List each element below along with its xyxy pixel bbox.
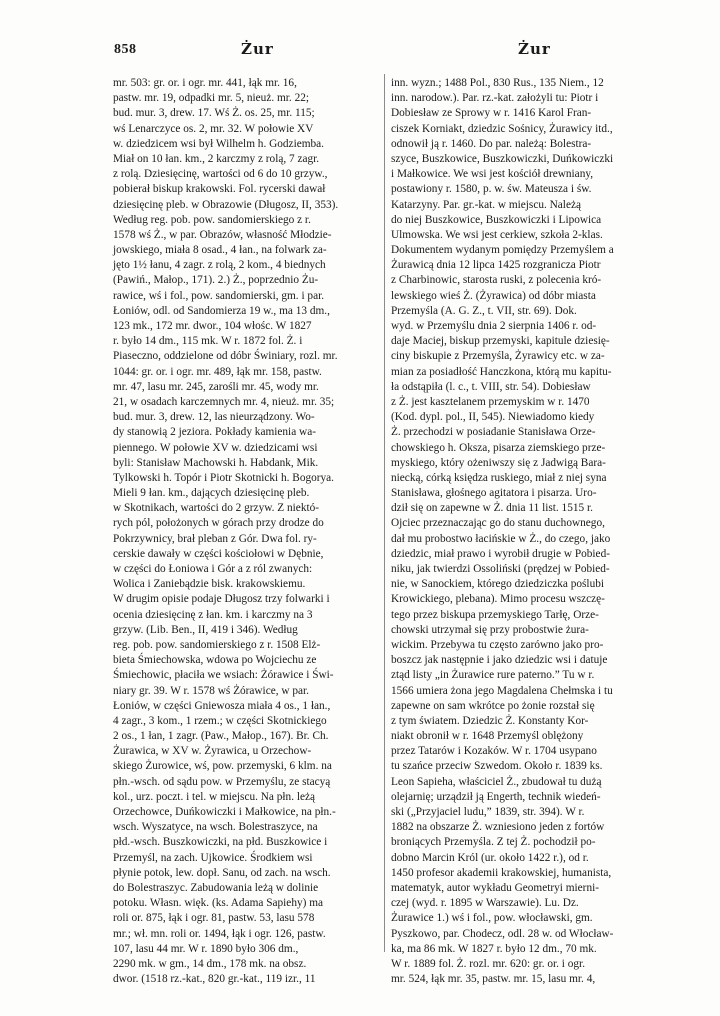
text-line: Mieli 9 łan. km., dających dziesięcinę pleb. bbox=[113, 487, 310, 500]
text-line: zapewne on sam wkrótce po żonie rozstał się bbox=[391, 699, 595, 712]
text-line: wickim. Przebywa tu często zarówno jako pro- bbox=[391, 638, 604, 651]
text-line: Leon Sapieha, właściciel Ż., zbudował tu dużą bbox=[391, 775, 602, 788]
text-line: wsch. Wyszatyce, na wsch. Bolestraszyce, na bbox=[113, 821, 318, 834]
text-line: tu szańce przeciw Szwedom. Około r. 1839 ks. bbox=[391, 760, 603, 773]
text-line: rawice, wś i fol., pow. sandomierski, gm. i par. bbox=[113, 289, 325, 302]
text-line: 21, w osadach karczemnych mr. 4, nieuż. mr. 35; bbox=[113, 395, 335, 408]
text-line: Piaseczno, oddzielone od dóbr Świniary, rozl. mr. bbox=[113, 350, 338, 363]
text-line: Żurawice 1.) wś i fol., pow. włocławski, gm. bbox=[391, 912, 593, 925]
text-line: w Skotnikach, wartości do 2 grzyw. Z niektó- bbox=[113, 502, 320, 515]
text-line: 1578 wś Ż., w par. Obrazów, własność Młodzie- bbox=[113, 228, 332, 241]
text-line: byli: Stanisław Machowski h. Habdank, Mik. bbox=[113, 456, 319, 469]
text-line: mr. 503: gr. or. i ogr. mr. 441, łąk mr. 16, bbox=[113, 77, 297, 89]
text-line: 4 zagr., 3 kom., 1 rzem.; w części Skotnickiego bbox=[113, 714, 327, 727]
text-line: mr. 524, łąk mr. 35, pastw. mr. 15, lasu mr. 4, bbox=[391, 973, 596, 986]
text-line: niku, jak twierdzi Ossoliński (prędzej w Pobied- bbox=[391, 563, 610, 575]
text-line: Łoniów, w części Gniewosza miała 4 os., 1 łan., bbox=[113, 699, 331, 712]
text-line: 1882 na obszarze Ż. wzniesiono jeden z fortów bbox=[391, 821, 605, 834]
text-line: dy stanowią 2 jeziora. Pokłady kamienia wa- bbox=[113, 426, 316, 439]
text-line: mr. 47, lasu mr. 245, zarośli mr. 45, wody mr. bbox=[113, 380, 319, 393]
page-number: 858 bbox=[114, 42, 137, 57]
text-line: ztąd listy „in Żurawice rure paterno.” Tu w r. bbox=[391, 669, 595, 682]
text-line: Tylkowski h. Topór i Piotr Skotnicki h. Bogorya. bbox=[113, 471, 335, 484]
text-line: Łoniów, odl. od Sandomierza 19 w., ma 13 dm., bbox=[113, 304, 330, 317]
text-line: cerskie dawały w części kościołowi w Dębnie, bbox=[113, 547, 324, 560]
text-line: Miał on 10 łan. km., 2 karczmy z rolą, 7 zagr. bbox=[113, 152, 320, 165]
text-line: r. było 14 dm., 115 mk. W r. 1872 fol. Ż. i bbox=[113, 335, 303, 348]
text-line: 107, lasu 44 mr. W r. 1890 było 306 dm., bbox=[113, 942, 299, 955]
text-line: Żurawica, w XV w. Żyrawica, u Orzechow- bbox=[113, 745, 312, 758]
text-line: i Małkowice. We wsi jest kościół drewniany, bbox=[391, 168, 594, 181]
text-line: do niej Buszkowice, Buszkowiczki i Lipowica bbox=[391, 213, 602, 226]
text-line: reg. pob. pow. sandomierskiego z r. 1508 Elż- bbox=[113, 638, 321, 651]
text-line: z tym światem. Dziedzic Ż. Konstanty Kor- bbox=[391, 714, 589, 727]
text-line: Pokrzywnicy, brał pleban z Gór. Dwa fol. ry- bbox=[113, 532, 317, 545]
text-line: potoku. Własn. więk. (ks. Adama Sapiehy) ma bbox=[113, 897, 324, 910]
text-line: grzyw. (Lib. Ben., II, 419 i 346). Według bbox=[113, 623, 298, 636]
text-line: Żurawicą dnia 12 lipca 1425 rozgranicza Piotr bbox=[391, 259, 601, 272]
text-line: 2 os., 1 łan, 1 zagr. (Paw., Małop., 167). Br. Ch. bbox=[113, 730, 329, 743]
text-line: bud. mur. 3, drew. 17. Wś Ż. os. 25, mr. 115; bbox=[113, 107, 315, 120]
text-line: nie, w Sanockiem, którego dziedziczka poślubi bbox=[391, 578, 605, 591]
text-line: ciny biskupie z Przemyśla, Żyrawicy etc. w za- bbox=[391, 350, 605, 363]
text-line: Krowickiego, plebana). Mimo procesu wszczę- bbox=[391, 593, 605, 606]
running-head-right: Żur bbox=[518, 40, 551, 58]
text-line: z Ż. jest kasztelanem przemyskim w r. 1470 bbox=[391, 395, 590, 408]
text-line: Ojciec przeznaczając go do stanu duchownego, bbox=[391, 517, 605, 530]
text-line: piennego. W połowie XV w. dziedzicami wsi bbox=[113, 441, 318, 454]
text-line: broniących Przemyśla. Z tej Ż. pochodził po- bbox=[391, 836, 596, 849]
text-line: Ż. przechodzi w posiadanie Stanisława Orze- bbox=[391, 426, 596, 439]
text-line: dobno Marcin Król (ur. około 1422 r.), od r. bbox=[391, 851, 589, 864]
text-line: Dobiesław ze Sprowy w r. 1416 Karol Fran- bbox=[391, 107, 592, 120]
text-line: pastw. mr. 19, odpadki mr. 5, nieuż. mr. 22; bbox=[113, 92, 310, 105]
text-line: ła odstąpiła (l. c., t. VIII, str. 54). Dobiesław bbox=[391, 380, 591, 393]
text-line: rych pól, położonych w górach przy drodze do bbox=[113, 517, 324, 530]
text-line: przez Tatarów i Kozaków. W r. 1704 usypano bbox=[391, 745, 597, 758]
text-line: dwor. (1518 rz.-kat., 820 gr.-kat., 119 izr., 11 bbox=[113, 973, 316, 986]
text-line: pobierał biskup krakowski. Fol. rycerski dawał bbox=[113, 183, 326, 196]
text-line: Przemyśla (A. G. Z., t. VII, str. 69). Dok. bbox=[391, 304, 577, 317]
column-divider bbox=[384, 74, 385, 952]
text-line: (Pawiń., Małop., 171). 2.) Ż., poprzednio Żu- bbox=[113, 274, 319, 287]
text-line: dził się on zapewne w Ż. dnia 11 list. 1515 r. bbox=[391, 502, 593, 515]
text-line: myskiego, który ożeniwszy się z Jadwigą Bara- bbox=[391, 456, 606, 469]
text-line: z rolą. Dziesięcinę, wartości od 6 do 10 grzyw., bbox=[113, 168, 328, 181]
text-line: skiego Żurowice, wś, pow. przemyski, 6 klm. na bbox=[113, 760, 332, 773]
text-line: Orzechowce, Duńkowiczki i Małkowice, na płn.- bbox=[113, 806, 336, 818]
text-line: niakt obronił w r. 1648 Przemyśl oblężony bbox=[391, 730, 584, 743]
text-line: inn. wyzn.; 1488 Pol., 830 Rus., 135 Niem., 12 bbox=[391, 77, 604, 89]
text-line: chowskiego h. Oksza, pisarza ziemskiego prze- bbox=[391, 441, 606, 454]
text-line: mian za posiadłość Hanczkona, którą mu kapitu- bbox=[391, 365, 612, 378]
text-line: Pyszkowo, par. Chodecz, odl. 28 w. od Włocław- bbox=[391, 927, 614, 940]
text-line: jęto 1½ łanu, 4 zagr. z rolą, 2 kom., 4 biednych bbox=[113, 259, 326, 272]
text-line: czej (wyd. r. 1895 w Warszawie). Lu. Dz. bbox=[391, 897, 579, 910]
text-line: odnowił ją r. 1460. Do par. należą: Bolestra- bbox=[391, 137, 592, 150]
text-line: tego przez biskupa przemyskiego Tarłę, Orze- bbox=[391, 608, 599, 621]
text-line: dziedzic, miał prawo i wyrobił drugie w Pobied- bbox=[391, 547, 610, 560]
text-line: płd.-wsch. Buszkowiczki, na płd. Buszkowice i bbox=[113, 836, 328, 849]
text-line: inn. narodow.). Par. rz.-kat. założyli tu: Piotr i bbox=[391, 92, 599, 105]
text-line: Wolica i Zaniebądzie bisk. krakowskiemu. bbox=[113, 578, 306, 591]
text-line: W r. 1889 fol. Ż. rozl. mr. 620: gr. or. i ogr. bbox=[391, 957, 586, 970]
text-line: płn.-wsch. od sądu pow. w Przemyślu, ze stacyą bbox=[113, 775, 331, 788]
text-line: ocenia dziesięcinę z łan. km. i karczmy na 3 bbox=[113, 608, 313, 621]
text-line: 1044: gr. or. i ogr. mr. 489, łąk mr. 158, pastw. bbox=[113, 365, 322, 378]
text-line: (Kod. dypl. pol., II, 545). Niewiadomo kiedy bbox=[391, 411, 595, 424]
text-line: Ulmowska. We wsi jest cerkiew, szkoła 2-klas. bbox=[391, 228, 603, 241]
text-line: w części do Łoniowa i Gór a z ról zwanych: bbox=[113, 563, 313, 575]
text-line: 2290 mk. w gm., 14 dm., 178 mk. na obsz. bbox=[113, 957, 307, 970]
text-line: lewskiego wieś Ż. (Żyrawica) od dóbr miasta bbox=[391, 289, 596, 302]
text-line: Śmiechowic, płaciła we wsiach: Żórawice i Świ- bbox=[113, 669, 334, 682]
text-line: wś Lenarczyce os. 2, mr. 32. W połowie XV bbox=[113, 122, 314, 135]
text-line: płynie potok, lew. dopł. Sanu, od zach. na wsch. bbox=[113, 866, 331, 879]
text-line: Katarzyny. Par. gr.-kat. w miejscu. Należą bbox=[391, 198, 581, 211]
text-line: mr.; wł. mn. roli or. 1494, łąk i ogr. 126, pastw. bbox=[113, 927, 326, 940]
text-line: roli or. 875, łąk i ogr. 81, pastw. 53, lasu 578 bbox=[113, 912, 315, 925]
text-line: niecką, córką księdza ruskiego, miał z niej syna bbox=[391, 471, 607, 484]
text-line: w. dziedzicem wsi był Wilhelm h. Godziemba. bbox=[113, 137, 324, 150]
right-column bbox=[391, 76, 661, 986]
text-line: kol., urz. poczt. i tel. w miejscu. Na płn. leżą bbox=[113, 790, 316, 803]
text-line: 1450 profesor akademii krakowskiej, humanista, bbox=[391, 866, 612, 879]
text-line: bud. mur. 3, drew. 12, las nieurządzony. Wo- bbox=[113, 411, 315, 424]
text-line: szyce, Buszkowice, Buszkowiczki, Duńkowiczki bbox=[391, 152, 614, 165]
text-line: chowski utrzymał się przy probostwie żura- bbox=[391, 623, 589, 636]
text-line: bieta Śmiechowska, wdowa po Wojciechu ze bbox=[113, 654, 317, 667]
text-line: 1566 umiera żona jego Magdalena Chełmska i tu bbox=[391, 684, 613, 697]
text-line: boszcz jak następnie i jako dziedzic wsi i datuje bbox=[391, 654, 608, 667]
running-head-left: Żur bbox=[241, 40, 274, 58]
text-line: ciszek Korniakt, dziedzic Sośnicy, Żurawicy itd., bbox=[391, 122, 613, 135]
text-line: matematyk, autor wykładu Geometryi mierni- bbox=[391, 881, 599, 894]
text-line: z Charbinowic, starosta ruski, z polecenia kró- bbox=[391, 274, 602, 287]
left-column bbox=[113, 76, 383, 986]
text-line: dał mu probostwo łacińskie w Ż., do czego, jako bbox=[391, 532, 611, 545]
text-line: ski („Przyjaciel ludu,” 1839, str. 394). W r. bbox=[391, 806, 585, 818]
text-line: niary gr. 39. W r. 1578 wś Żórawice, w par. bbox=[113, 684, 309, 697]
text-line: wyd. w Przemyślu dnia 2 sierpnia 1406 r. od- bbox=[391, 320, 597, 332]
text-line: ka, ma 86 mk. W 1827 r. było 12 dm., 70 mk. bbox=[391, 942, 597, 955]
text-line: olejarnię; urządził ją Engerth, technik wiedeń- bbox=[391, 790, 601, 803]
text-line: postawiony r. 1580, p. w. św. Mateusza i św. bbox=[391, 183, 592, 196]
text-line: daje Maciej, biskup przemyski, kapitule dziesię- bbox=[391, 335, 610, 348]
text-line: jowskiego, miała 8 osad., 4 łan., na folwark za- bbox=[113, 244, 327, 257]
text-line: Stanisława, głośnego agitatora i pisarza. Uro- bbox=[391, 487, 597, 500]
text-line: Przemyśl, na zach. Ujkowice. Środkiem wsi bbox=[113, 851, 313, 864]
text-line: Dokumentem wydanym pomiędzy Przemyślem a bbox=[391, 244, 614, 257]
text-line: dziesięcinę pleb. w Obrazowie (Długosz, II, 353). bbox=[113, 198, 339, 211]
text-line: do Bolestraszyc. Zabudowania leżą w dolinie bbox=[113, 881, 319, 894]
text-line: Według reg. pob. pow. sandomierskiego z r. bbox=[113, 213, 311, 226]
text-line: W drugim opisie podaje Długosz trzy folwarki i bbox=[113, 593, 330, 606]
text-line: 123 mk., 172 mr. dwor., 104 włośc. W 1827 bbox=[113, 320, 312, 332]
